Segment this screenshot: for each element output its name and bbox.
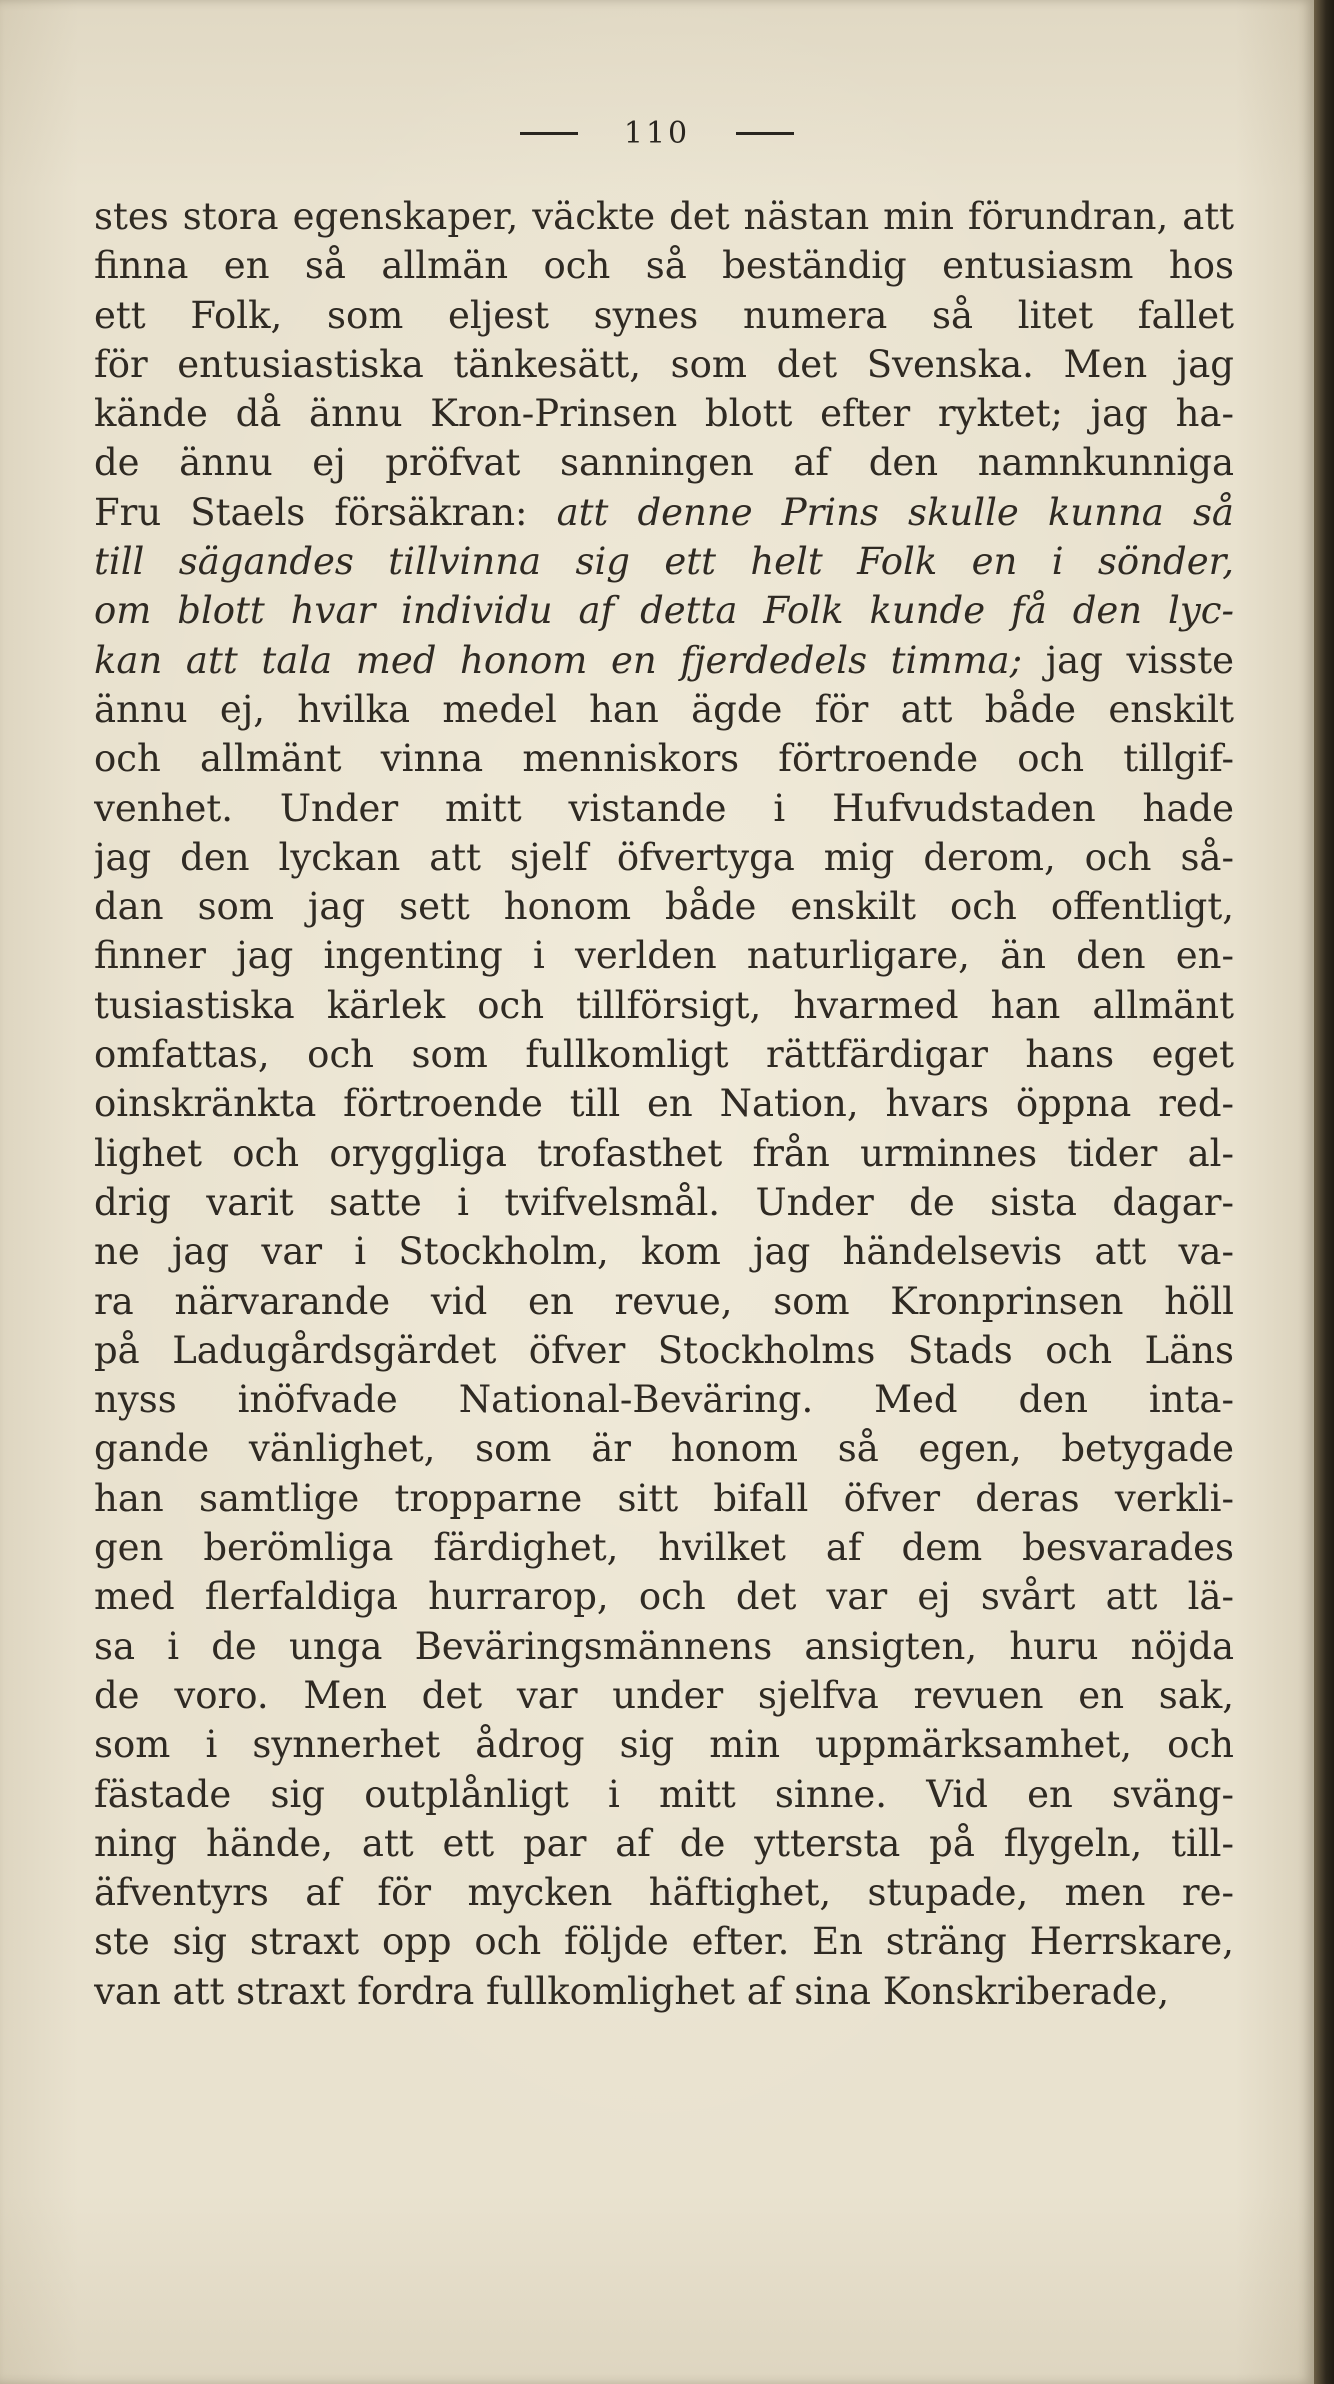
text-line: för entusiastiska tänkesätt, som det Svenska. Men jag [94,342,1234,386]
italic-quote: att denne Prins skulle kunna så [556,490,1234,534]
text-line: kände då ännu Kron-Prinsen blott efter ryktet; jag ha- [94,392,1234,436]
text-line: nyss inöfvade National-Beväring. Med den inta- [94,1378,1234,1422]
text-line: jag den lyckan att sjelf öfvertyga mig derom, och så- [94,835,1234,879]
text-line: van att straxt fordra fullkomlighet af sina Konskriberade, [94,1969,1170,2013]
text-line: omfattas, och som fullkomligt rättfärdigar hans eget [94,1033,1234,1077]
text-line-italic: till sägandes tillvinna sig ett helt Folk en i sönder, [94,540,1234,584]
text-line: finna en så allmän och så beständig entusiasm hos [94,244,1234,288]
text-line: stes stora egenskaper, väckte det nästan min förundran, att [94,195,1234,238]
text-line: ste sig straxt opp och följde efter. En sträng Herrskare, [94,1920,1234,1964]
text-line: Fru Staels försäkran: att denne Prins skulle kunna så [94,490,1234,534]
header-dash-left [520,132,578,135]
text-line: gande vänlighet, som är honom så egen, betygade [94,1427,1234,1471]
text-line: lighet och oryggliga trofasthet från urminnes tider al- [94,1131,1234,1175]
text-line: på Ladugårdsgärdet öfver Stockholms Stads och Läns [94,1328,1234,1372]
text-line: ne jag var i Stockholm, kom jag händelsevis att va- [94,1230,1234,1274]
text-line: fästade sig outplånligt i mitt sinne. Vid en sväng- [94,1772,1234,1816]
text-line: drig varit satte i tvifvelsmål. Under de sista dagar- [94,1180,1234,1224]
text-line: dan som jag sett honom både enskilt och offentligt, [94,885,1234,929]
text-line: sa i de unga Beväringsmännens ansigten, huru nöjda [94,1624,1234,1668]
text-line: tusiastiska kärlek och tillförsigt, hvarmed han allmänt [94,983,1234,1027]
body-text [94,192,1234,2016]
text-line: de voro. Men det var under sjelfva revuen en sak, [94,1673,1234,1717]
page-header [0,108,1314,158]
text-line: de ännu ej pröfvat sanningen af den namnkunniga [94,441,1234,485]
text-line-italic: om blott hvar individu af detta Folk kunde få den lyc- [94,589,1234,633]
page-number: 110 [623,115,691,151]
text-line: ännu ej, hvilka medel han ägde för att både enskilt [94,687,1234,731]
page-edge-shadow [1314,0,1334,2384]
text-line: och allmänt vinna menniskors förtroende och tillgif- [94,737,1234,781]
text-line: äfventyrs af för mycken häftighet, stupade, men re- [94,1871,1234,1915]
text-line: kan att tala med honom en fjerdedels timma; jag visste [94,638,1234,682]
text-line: venhet. Under mitt vistande i Hufvudstaden hade [94,786,1234,830]
text-line: med flerfaldiga hurrarop, och det var ej svårt att lä- [94,1575,1234,1619]
text-line: finner jag ingenting i verlden naturligare, än den en- [94,934,1234,978]
text-line: ett Folk, som eljest synes numera så litet fallet [94,293,1234,337]
text-line: ning hände, att ett par af de yttersta på flygeln, till- [94,1821,1234,1865]
text-line: som i synnerhet ådrog sig min uppmärksamhet, och [94,1723,1234,1767]
text-line: oinskränkta förtroende till en Nation, hvars öppna red- [94,1082,1234,1126]
text-line: gen berömliga färdighet, hvilket af dem besvarades [94,1526,1234,1570]
italic-quote-end: kan att tala med honom en fjerdedels timma; [94,638,1023,682]
text-line: ra närvarande vid en revue, som Kronprinsen höll [94,1279,1234,1323]
text-line: han samtlige tropparne sitt bifall öfver deras verkli- [94,1476,1234,1520]
header-dash-right [736,132,794,135]
